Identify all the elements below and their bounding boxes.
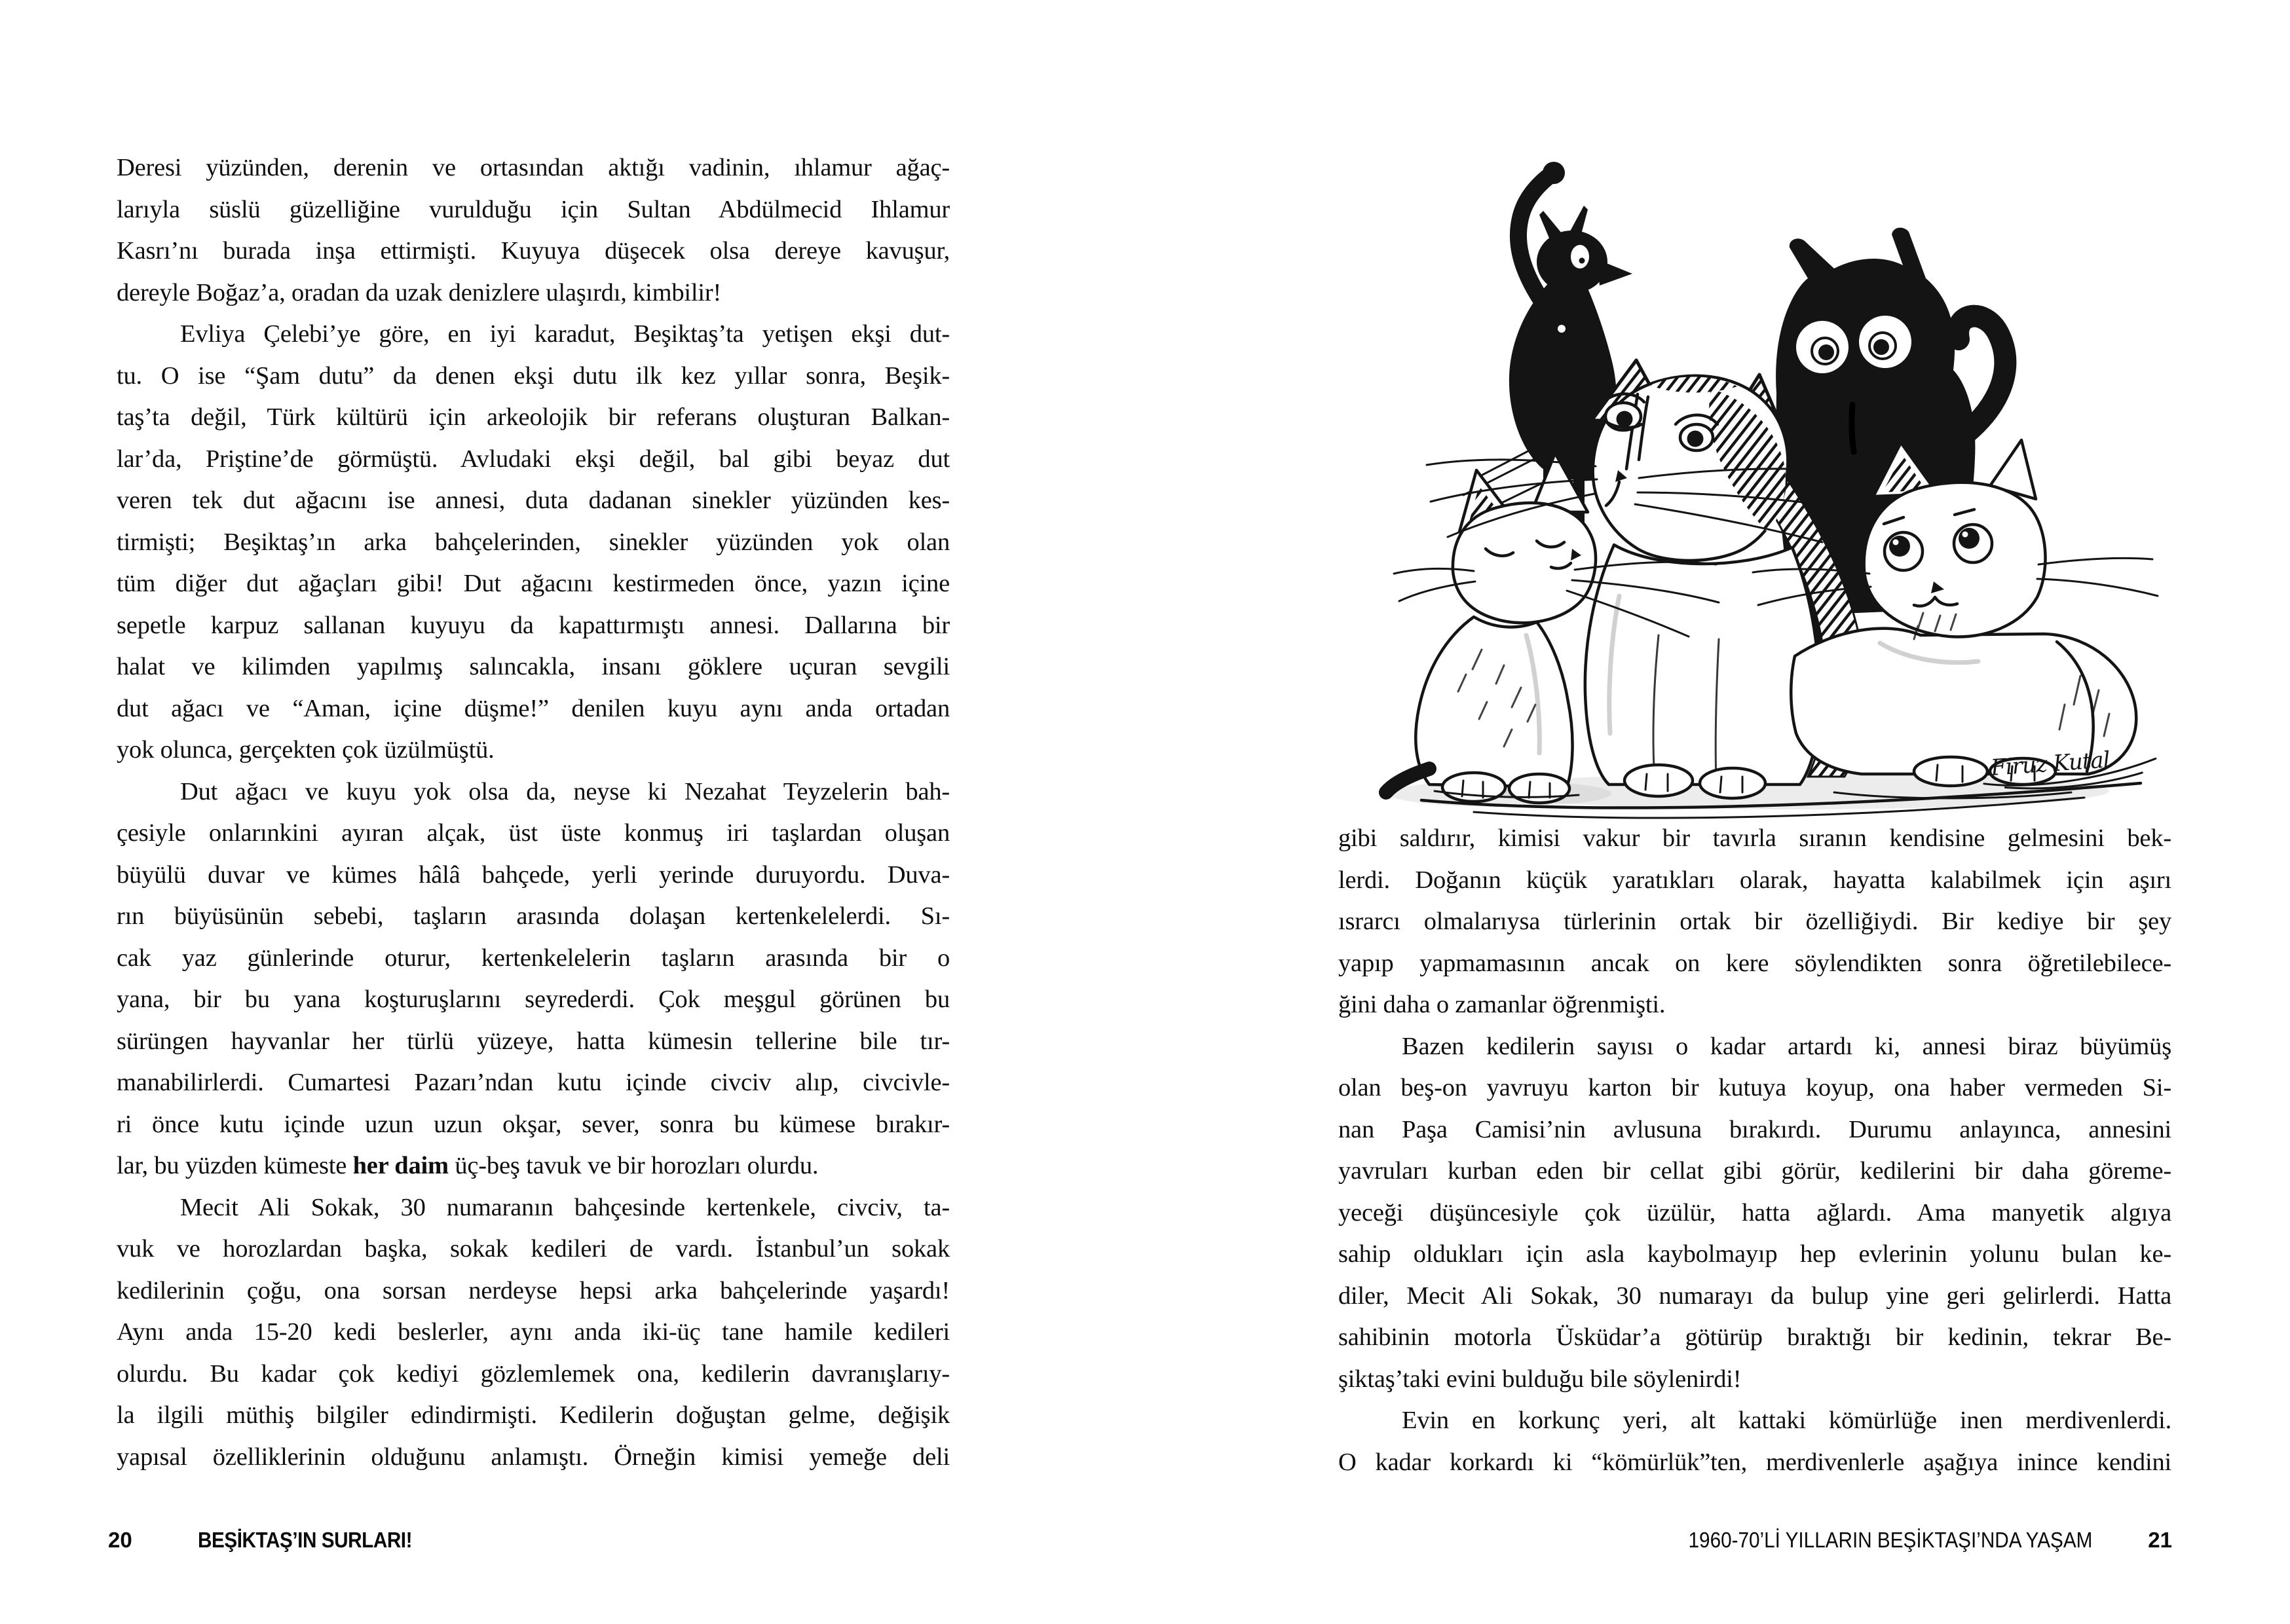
text-line: sürüngen hayvanlar her türlü yüzeye, hatta kümesin tellerine bile tır- <box>117 1027 950 1055</box>
text-line: dut ağacı ve “Aman, içine düşme!” denilen kuyu aynı anda ortadan <box>117 694 950 722</box>
text-line: olan beş-on yavruyu karton bir kutuya koyup, ona haber vermeden Si- <box>1338 1074 2171 1101</box>
text-line: Kasrı’nı burada inşa ettirmişti. Kuyuya düşecek olsa dereye kavuşur, <box>117 237 950 265</box>
text-line: Dut ağacı ve kuyu yok olsa da, neyse ki Nezahat Teyzelerin bah- <box>180 777 950 805</box>
left-page-footer <box>108 1527 436 1553</box>
text-line: rın büyüsünün sebebi, taşların arasında dolaşan kertenkelelerdi. Sı- <box>117 902 950 930</box>
text-line: kedilerinin çoğu, ona sorsan nerdeyse hepsi arka bahçelerinde yaşardı! <box>117 1276 950 1304</box>
text-line: tu. O ise “Şam dutu” da denen ekşi dutu ilk kez yıllar sonra, Beşik- <box>117 361 950 390</box>
text-line: nan Paşa Camisi’nin avlusuna bırakırdı. Durumu anlayınca, annesini <box>1338 1115 2171 1143</box>
text-line: Deresi yüzünden, derenin ve ortasından aktığı vadinin, ıhlamur ağaç- <box>117 154 950 181</box>
text-line: sahibinin motorla Üsküdar’a götürüp bıraktığı bir kedinin, tekrar Be- <box>1338 1323 2171 1351</box>
text-line: la ilgili müthiş bilgiler edindirmişti. Kedilerin doğuştan gelme, değişik <box>117 1401 950 1429</box>
text-line: büyülü duvar ve kümes hâlâ bahçede, yerli yerinde duruyordu. Duva- <box>117 860 950 889</box>
text-line: sepetle karpuz sallanan kuyuyu da kapattırmıştı annesi. Dallarına bir <box>117 611 950 639</box>
page-number: 20 <box>108 1528 132 1552</box>
text-line: lar’da, Priştine’de görmüştü. Avludaki ekşi değil, bal gibi beyaz dut <box>117 445 950 473</box>
text-line: olurdu. Bu kadar çok kediyi gözlemlemek ona, kedilerin davranışlarıy- <box>117 1359 950 1388</box>
text-line: Evliya Çelebi’ye göre, en iyi karadut, Beşiktaş’ta yetişen ekşi dut- <box>180 320 950 348</box>
text-line: Evin en korkunç yeri, alt kattaki kömürlüğe inen merdivenlerdi. <box>1402 1407 2171 1434</box>
running-title: 1960-70’Lİ YILLARIN BEŞİKTAŞI’NDA YAŞAM <box>1688 1528 2093 1552</box>
text-line: tirmişti; Beşiktaş’ın arka bahçelerinden, sinekler yüzünden yok olan <box>117 528 950 556</box>
text-line: diler, Mecit Ali Sokak, 30 numarayı da bulup yine geri gelirlerdi. Hatta <box>1338 1282 2171 1310</box>
text-line: O kadar korkardı ki “kömürlük”ten, merdivenlerle aşağıya inince kendini <box>1338 1448 2171 1476</box>
running-title: BEŞİKTAŞ’IN SURLARI! <box>197 1528 412 1552</box>
cat-eye <box>1571 245 1589 268</box>
cats-illustration <box>1376 111 2181 838</box>
text-line: şiktaş’taki evini bulduğu bile söylenirdi! <box>1338 1365 1742 1393</box>
text-line: cak yaz günlerinde oturur, kertenkelelerin taşların arasında bir o <box>117 944 950 972</box>
text-line: veren tek dut ağacını ise annesi, duta dadanan sinekler yüzünden kes- <box>117 487 950 514</box>
right-page-footer <box>1338 1527 2172 1553</box>
right-page-text <box>1338 818 2171 1483</box>
text-line: ri önce kutu içinde uzun uzun okşar, sever, sonra bu kümese bırakır- <box>117 1110 950 1138</box>
text-line: yavruları kurban eden bir cellat gibi görür, kedilerini bir daha göreme- <box>1338 1157 2171 1185</box>
text-line: manabilirlerdi. Cumartesi Pazarı’ndan kutu içinde civciv alıp, civcivle- <box>117 1069 950 1096</box>
text-line: sahip oldukları için asla kaybolmayıp hep evlerinin yolunu bulan ke- <box>1338 1240 2171 1268</box>
text-line: dereyle Boğaz’a, oradan da uzak denizlere ulaşırdı, kimbilir! <box>117 278 722 306</box>
text-line: larıyla süslü güzelliğine vurulduğu için Sultan Abdülmecid Ihlamur <box>117 195 950 223</box>
text-line: taş’ta değil, Türk kültürü için arkeolojik bir referans oluşturan Balkan- <box>117 403 950 431</box>
text-line: yapıp yapmamasının ancak on kere söylendikten sonra öğretilebilece- <box>1338 949 2171 977</box>
text-line: yeceği düşüncesiyle çok üzülür, hatta ağlardı. Ama manyetik algıya <box>1338 1198 2171 1227</box>
text-line: Aynı anda 15-20 kedi beslerler, aynı anda iki-üç tane hamile kedileri <box>117 1318 950 1346</box>
text-line: ısrarcı olmalarıysa türlerinin ortak bir özelliğiydi. Bir kediye bir şey <box>1338 908 2171 935</box>
text-line: tüm diğer dut ağaçları gibi! Dut ağacını kestirmeden önce, yazın içine <box>117 570 950 597</box>
text-line: lerdi. Doğanın küçük yaratıkları olarak, hayatta kalabilmek için aşırı <box>1338 866 2171 894</box>
signature-text: Firuz Kutal <box>1989 747 2111 781</box>
text-line: gibi saldırır, kimisi vakur bir tavırla sıranın kendisine gelmesini bek- <box>1338 824 2171 852</box>
text-line: ğini daha o zamanlar öğrenmişti. <box>1338 991 1666 1018</box>
text-line: çesiyle onlarınkini ayıran alçak, üst üste konmuş iri taşlardan oluşan <box>117 819 950 847</box>
text-line: halat ve kilimden yapılmış salıncakla, insanı göklere uçuran sevgili <box>117 653 950 680</box>
text-line: yok olunca, gerçekten çok üzülmüştü. <box>117 736 495 764</box>
text-line: lar, bu yüzden kümeste her daim üç-beş tavuk ve bir horozları olurdu. <box>117 1152 819 1179</box>
left-page-text <box>117 147 950 1478</box>
text-line: Mecit Ali Sokak, 30 numaranın bahçesinde kertenkele, civciv, ta- <box>180 1193 950 1221</box>
text-line: yana, bir bu yana koşturuşlarını seyrederdi. Çok meşgul görünen bu <box>117 986 950 1013</box>
text-line: Bazen kedilerin sayısı o kadar artardı ki, annesi biraz büyümüş <box>1402 1032 2171 1060</box>
page-number: 21 <box>2148 1528 2172 1552</box>
text-line: vuk ve horozlardan başka, sokak kedileri de vardı. İstanbul’un sokak <box>117 1235 950 1263</box>
text-line: yapısal özelliklerinin olduğunu anlamıştı. Örneğin kimisi yemeğe deli <box>117 1443 950 1471</box>
